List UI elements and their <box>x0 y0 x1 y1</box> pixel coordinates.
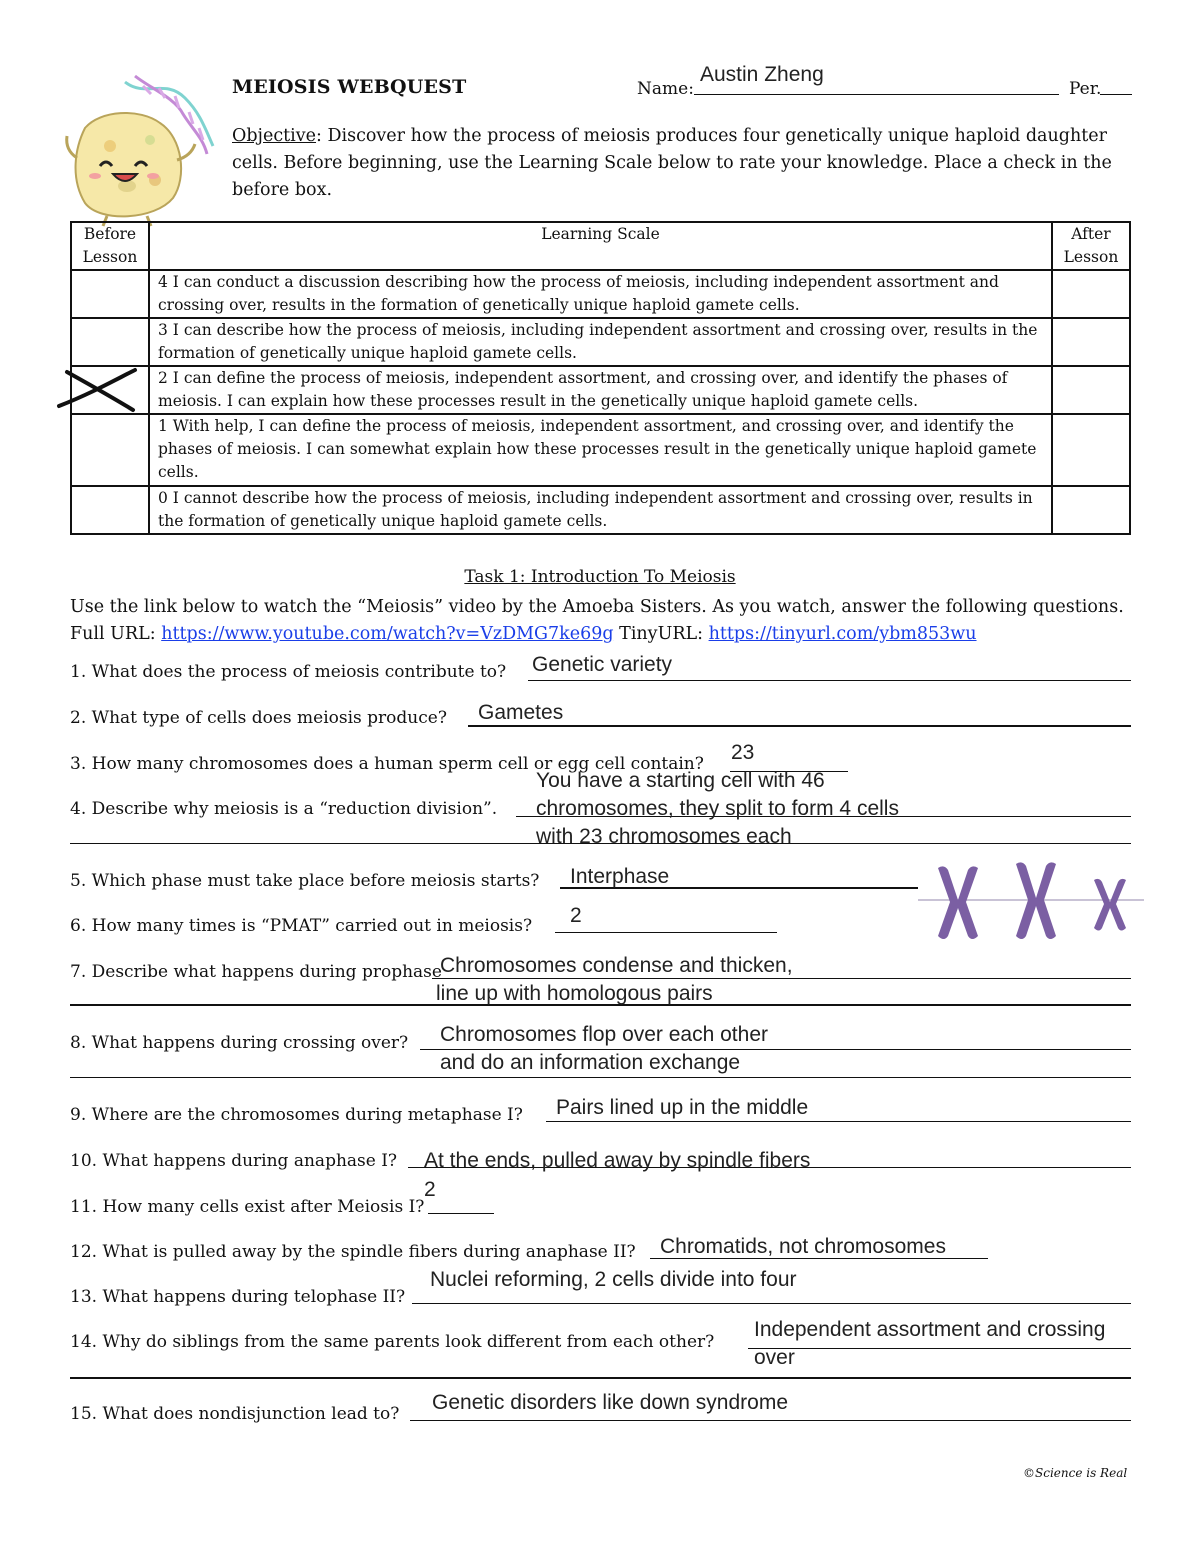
question-11: 11. How many cells exist after Meiosis I? <box>70 1197 425 1217</box>
tiny-url-label: TinyURL: <box>613 624 709 644</box>
question-3: 3. How many chromosomes does a human sperm cell or egg cell contain? <box>70 754 704 774</box>
answer-4-line-1: You have a starting cell with 46 <box>536 769 825 792</box>
question-13: 13. What happens during telophase II? <box>70 1287 406 1307</box>
objective-paragraph <box>232 123 1132 204</box>
tiny-url-link[interactable]: https://tinyurl.com/ybm853wu <box>708 624 977 644</box>
answer-8-line-2: and do an information exchange <box>440 1051 741 1074</box>
answer-line-6[interactable] <box>555 932 777 933</box>
before-check-cell[interactable] <box>71 318 149 366</box>
answer-11: 2 <box>424 1178 436 1201</box>
after-check-cell[interactable] <box>1052 366 1130 414</box>
answer-line-13[interactable] <box>412 1303 1131 1304</box>
learning-scale-table <box>70 221 1131 535</box>
question-8: 8. What happens during crossing over? <box>70 1033 409 1053</box>
answer-4-line-2: chromosomes, they split to form 4 cells <box>536 797 899 820</box>
answer-13: Nuclei reforming, 2 cells divide into four <box>430 1268 797 1291</box>
objective-text: : Discover how the process of meiosis produces four genetically unique haploid daughter cells. Before beginning, use the Learning Scale below to rate your knowledge. Place a check in the before box. <box>232 126 1112 200</box>
scale-description: 4 I can conduct a discussion describing how the process of meiosis, including independent assortment and crossing over, results in the formation of genetically unique haploid gamete cells. <box>149 270 1052 318</box>
question-15: 15. What does nondisjunction lead to? <box>70 1404 400 1424</box>
answer-2: Gametes <box>478 701 564 724</box>
answer-7-line-1: Chromosomes condense and thicken, <box>440 954 793 977</box>
scale-row-1 <box>71 414 1130 486</box>
scale-row-4 <box>71 270 1130 318</box>
question-2: 2. What type of cells does meiosis produce? <box>70 708 447 728</box>
question-1: 1. What does the process of meiosis contribute to? <box>70 662 507 682</box>
answer-10: At the ends, pulled away by spindle fibers <box>424 1149 811 1172</box>
answer-15: Genetic disorders like down syndrome <box>432 1391 788 1414</box>
task-intro-text: Use the link below to watch the “Meiosis” video by the Amoeba Sisters. As you watch, answer the following questions. Full URL: <box>70 597 1124 644</box>
question-5: 5. Which phase must take place before meiosis starts? <box>70 871 540 891</box>
period-label: Per. <box>1069 79 1102 99</box>
answer-6: 2 <box>570 904 582 927</box>
task-intro <box>70 594 1140 648</box>
answer-8-line-1: Chromosomes flop over each other <box>440 1023 768 1046</box>
answer-line-1[interactable] <box>528 680 1131 681</box>
answer-line-9[interactable] <box>546 1121 1131 1122</box>
question-6: 6. How many times is “PMAT” carried out in meiosis? <box>70 916 533 936</box>
answer-12: Chromatids, not chromosomes <box>660 1235 946 1258</box>
answer-line-7a[interactable] <box>432 978 1131 979</box>
answer-4-line-3: with 23 chromosomes each <box>536 825 792 848</box>
task-title: Task 1: Introduction To Meiosis <box>464 567 736 587</box>
period-field[interactable] <box>1100 94 1132 95</box>
name-value: Austin Zheng <box>700 63 824 86</box>
chromosomes-icon <box>918 862 1144 942</box>
answer-line-8b[interactable] <box>70 1077 1131 1078</box>
worksheet-title: MEIOSIS WEBQUEST <box>232 76 467 98</box>
answer-line-11[interactable] <box>428 1213 494 1214</box>
answer-7-line-2: line up with homologous pairs <box>436 982 713 1005</box>
question-14: 14. Why do siblings from the same parents look different from each other? <box>70 1332 715 1352</box>
learning-scale-header: Learning Scale <box>149 222 1052 270</box>
answer-9: Pairs lined up in the middle <box>556 1096 809 1119</box>
before-check-cell[interactable] <box>71 270 149 318</box>
before-lesson-header: Before Lesson <box>71 222 149 270</box>
name-label: Name: <box>637 79 694 99</box>
after-check-cell[interactable] <box>1052 270 1130 318</box>
question-4: 4. Describe why meiosis is a “reduction division”. <box>70 799 498 819</box>
objective-label: Objective <box>232 126 317 146</box>
copyright-footer: ©Science is Real <box>1023 1466 1128 1480</box>
question-10: 10. What happens during anaphase I? <box>70 1151 398 1171</box>
after-check-cell[interactable] <box>1052 486 1130 534</box>
answer-14-line-2: over <box>754 1346 795 1369</box>
before-check-cell[interactable] <box>71 414 149 486</box>
scale-description: 1 With help, I can define the process of meiosis, independent assortment, and crossing over, and identify the phases of meiosis. I can somewhat explain how these processes result in the genetically unique haploid gamete cells. <box>149 414 1052 486</box>
scale-description: 3 I can describe how the process of meiosis, including independent assortment and crossing over, results in the formation of genetically unique haploid gamete cells. <box>149 318 1052 366</box>
answer-14-line-1: Independent assortment and crossing <box>754 1318 1106 1341</box>
answer-3: 23 <box>731 741 755 764</box>
scale-description: 2 I can define the process of meiosis, independent assortment, and crossing over, and identify the phases of meiosis. I can explain how these processes result in the genetically unique haploid gamete cells. <box>149 366 1052 414</box>
answer-line-14a[interactable] <box>748 1348 1131 1349</box>
answer-1: Genetic variety <box>532 653 673 676</box>
scale-row-2 <box>71 366 1130 414</box>
check-x-mark <box>55 364 145 416</box>
full-url-link[interactable]: https://www.youtube.com/watch?v=VzDMG7ke69g <box>161 624 614 644</box>
scale-row-0 <box>71 486 1130 534</box>
scale-row-3 <box>71 318 1130 366</box>
question-7: 7. Describe what happens during prophase <box>70 962 442 982</box>
answer-line-14b[interactable] <box>70 1377 1131 1379</box>
answer-line-2[interactable] <box>468 725 1131 727</box>
answer-5: Interphase <box>570 865 670 888</box>
name-field[interactable] <box>694 94 1059 95</box>
question-12: 12. What is pulled away by the spindle fibers during anaphase II? <box>70 1242 636 1262</box>
scale-description: 0 I cannot describe how the process of meiosis, including independent assortment and crossing over, results in the formation of genetically unique haploid gamete cells. <box>149 486 1052 534</box>
answer-line-8a[interactable] <box>420 1049 1131 1050</box>
after-check-cell[interactable] <box>1052 318 1130 366</box>
after-lesson-header: After Lesson <box>1052 222 1130 270</box>
question-9: 9. Where are the chromosomes during metaphase I? <box>70 1105 523 1125</box>
before-check-cell[interactable] <box>71 486 149 534</box>
answer-line-15[interactable] <box>410 1420 1131 1421</box>
cell-mascot-icon <box>55 68 215 228</box>
after-check-cell[interactable] <box>1052 414 1130 486</box>
